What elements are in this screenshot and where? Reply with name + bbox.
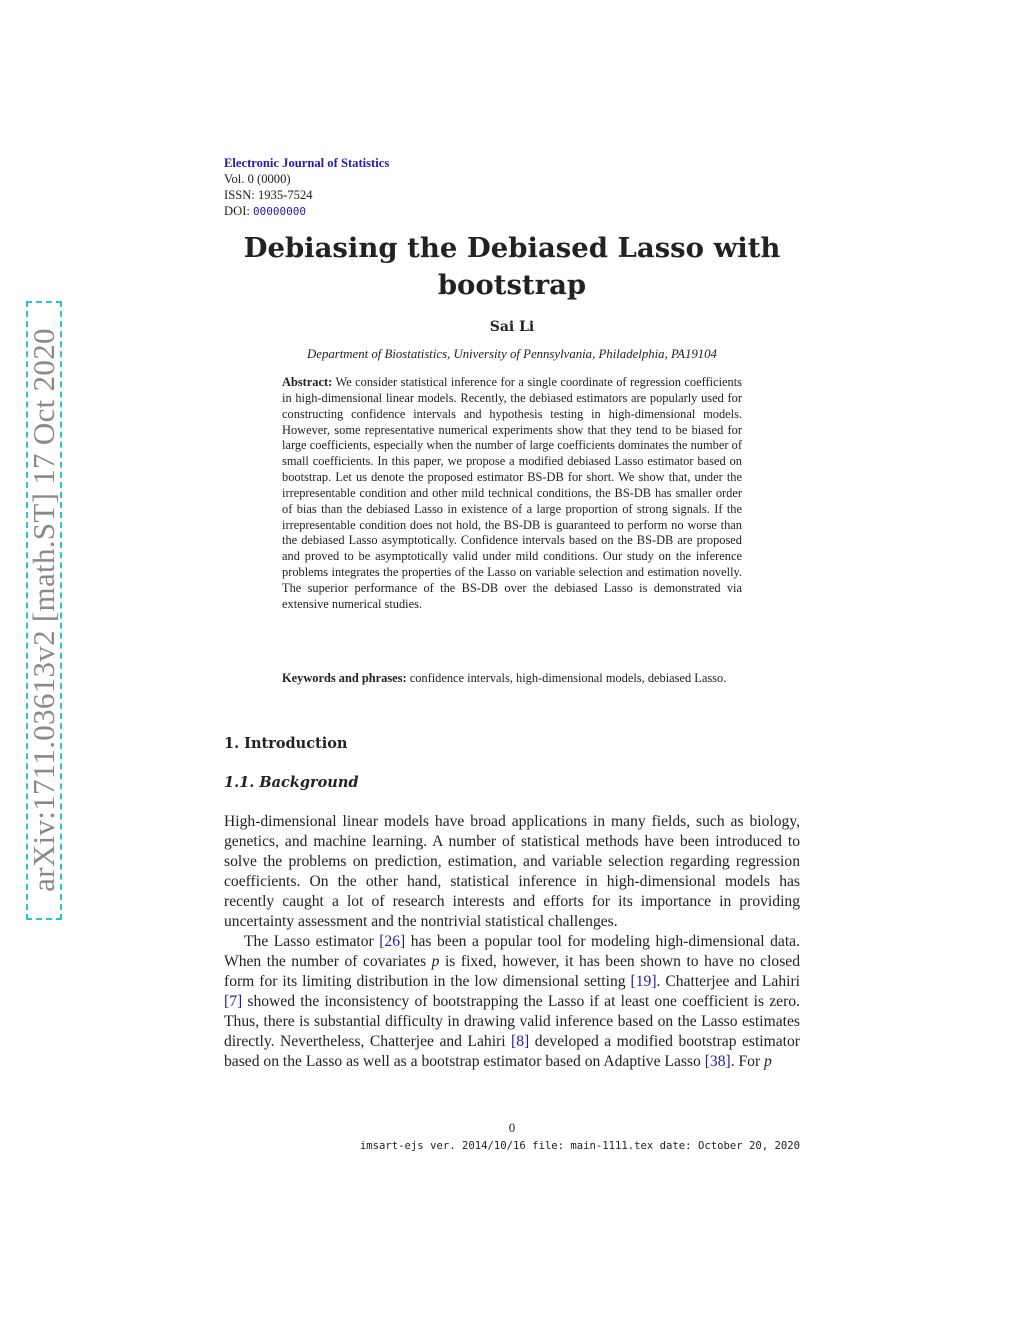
keywords-text: confidence intervals, high-dimensional models, debiased Lasso. (406, 671, 727, 685)
citation-link[interactable]: [38] (704, 1053, 731, 1070)
journal-name[interactable]: Electronic Journal of Statistics (224, 156, 390, 170)
text-run: has been a popular tool for modeling high-dimensional data. When the number of covariates (224, 933, 800, 970)
citation-link[interactable]: [19] (630, 973, 657, 990)
math-variable: p (431, 953, 440, 970)
page-number: 0 (508, 1120, 516, 1135)
math-variable: p (764, 1053, 772, 1070)
citation-link[interactable]: [26] (379, 933, 406, 950)
citation-link[interactable]: [8] (511, 1033, 530, 1050)
paragraph-2 (224, 932, 800, 1072)
abstract-text: We consider statistical inference for a single coordinate of regression coefficients in high-dimensional linear models. Recently, the debiased estimators are popularly used for constructing confidence intervals and hypothesis testing in high-dimensional models. However, some representative numerical experiments show that they tend to be biased for large coefficients, especially when the number of large coefficients dominates the number of small coefficients. In this paper, we propose a modified debiased Lasso estimator based on bootstrap. Let us denote the proposed estimator BS-DB for short. We show that, under the irrepresentable condition and other mild technical conditions, the BS-DB has smaller order of bias than the debiased Lasso in existence of a large proportion of strong signals. If the irrepresentable condition does not hold, the BS-DB is guaranteed to perform no worse than the debiased Lasso asymptotically. Confidence intervals based on the BS-DB are proposed and proved to be asymptotically valid under mild conditions. Our study on the inference problems integrates the properties of the Lasso on variable selection and estimation novelly. The superior performance of the BS-DB over the debiased Lasso is demonstrated via extensive numerical studies. (282, 375, 742, 611)
author-affiliation: Department of Biostatistics, University of Pennsylvania, Philadelphia, PA19104 (307, 347, 717, 361)
journal-issn: ISSN: 1935-7524 (224, 188, 313, 202)
journal-header (224, 155, 389, 220)
body-text (224, 812, 800, 1072)
doi-label: DOI: (224, 204, 254, 218)
abstract (282, 375, 742, 613)
text-run: is fixed, however, it has been shown to have no closed form for its limiting distribution in the low dimensional setting (224, 953, 800, 990)
paragraph-1: High-dimensional linear models have broad applications in many fields, such as biology, genetics, and machine learning. A number of statistical methods have been introduced to solve the problems on prediction, estimation, and variable selection regarding regression coefficients. On the other hand, statistical inference in high-dimensional models has recently caught a lot of research interests and efforts for its importance in providing uncertainty assessment and the nontrivial statistical challenges. (224, 813, 800, 930)
citation-link[interactable]: [7] (224, 993, 243, 1010)
text-run: . Chatterjee and Lahiri (656, 973, 800, 990)
abstract-label: Abstract: (282, 375, 333, 389)
subsection-heading-background: 1.1. Background (224, 774, 359, 791)
text-run: . For (730, 1053, 765, 1070)
keywords (282, 671, 742, 687)
doi-link[interactable]: 00000000 (253, 205, 307, 218)
journal-volume: Vol. 0 (0000) (224, 172, 291, 186)
text-run: The Lasso estimator (244, 933, 380, 950)
text-run: showed the inconsistency of bootstrapping the Lasso if at least one coefficient is zero. Thus, there is substantial difficulty in drawing valid inference based on the Lasso estimates directly. Nevertheless, Chatterjee and Lahiri (224, 993, 800, 1050)
section-heading-introduction: 1. Introduction (224, 735, 348, 752)
keywords-label: Keywords and phrases: (282, 671, 407, 685)
arxiv-identifier: arXiv:1711.03613v2 [math.ST] 17 Oct 2020 (26, 328, 61, 892)
page-footer: imsart-ejs ver. 2014/10/16 file: main-1111.tex date: October 20, 2020 (359, 1140, 800, 1152)
journal-doi (224, 203, 389, 220)
text-run: developed a modified bootstrap estimator based on the Lasso as well as a bootstrap estimator based on Adaptive Lasso (224, 1033, 800, 1070)
paper-title: Debiasing the Debiased Lasso with bootstrap (243, 232, 781, 301)
paper-author: Sai Li (489, 319, 535, 335)
